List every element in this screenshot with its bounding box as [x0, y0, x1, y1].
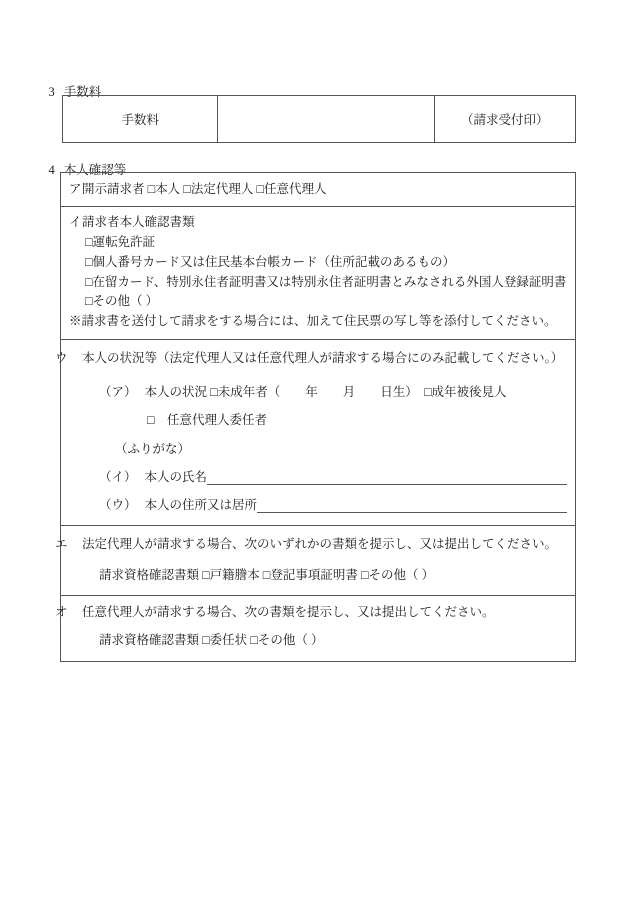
row-e-heading-line — [55, 532, 567, 556]
row-u-option-delegate[interactable]: □ 任意代理人委任者 — [147, 413, 268, 428]
identity-row-e — [55, 526, 575, 596]
row-u-name-input[interactable] — [207, 469, 567, 485]
row-i-note: ※請求書を送付して請求をする場合には、加えて住民票の写し等を添付してください。 — [69, 314, 557, 328]
row-u-spacer-5 — [69, 487, 567, 495]
identity-row-i — [61, 207, 575, 340]
row-i-heading: 請求者本人確認書類 — [82, 215, 195, 230]
row-a-marker: ア — [69, 182, 82, 196]
row-i-option-license[interactable]: □運転免許証 — [85, 235, 156, 249]
row-o-marker: オ — [55, 605, 68, 619]
row-u-spacer-3 — [69, 431, 567, 439]
row-o-spacer — [69, 622, 567, 630]
row-i-option-other[interactable]: □その他（ ） — [85, 294, 159, 309]
identity-row-u — [55, 340, 575, 527]
row-u-address-input[interactable] — [257, 497, 567, 513]
identity-row-a — [61, 173, 575, 207]
fee-table-label-cell: 手数料 — [63, 96, 218, 142]
fee-table-stamp-cell: （請求受付印） — [461, 113, 549, 127]
row-u-spacer-1 — [69, 370, 567, 382]
row-u-name-field-row — [69, 467, 567, 487]
section-number: 3 — [48, 85, 55, 99]
row-u-sub-a-marker: （ア） — [99, 385, 137, 400]
row-u-sub-u-label: 本人の住所又は居所 — [144, 498, 258, 513]
section-title: 本人確認等 — [63, 163, 127, 177]
row-e-spacer — [69, 557, 567, 565]
fee-table-amount-cell[interactable] — [218, 96, 434, 142]
row-e-docs-line[interactable]: 請求資格確認書類 □戸籍謄本 □登記事項証明書 □その他（ ） — [99, 567, 435, 582]
row-e-heading: 法定代理人が請求する場合、次のいずれかの書類を提示し、又は提出してください。 — [82, 537, 558, 552]
row-u-address-field-row — [69, 495, 567, 515]
row-o-docs-line[interactable]: 請求資格確認書類 □委任状 □その他（ ） — [99, 633, 324, 648]
identity-row-o — [55, 596, 575, 662]
section-title: 手数料 — [63, 85, 102, 99]
identity-verification-table — [55, 172, 576, 662]
row-o-heading-line — [55, 602, 567, 622]
row-o-heading: 任意代理人が請求する場合、次の書類を提示し、又は提出してください。 — [82, 605, 495, 619]
row-i-heading-line — [69, 213, 567, 233]
row-a-text[interactable]: 開示請求者 □本人 □法定代理人 □任意代理人 — [82, 182, 327, 196]
row-u-heading-line — [55, 346, 567, 370]
row-i-option-residence-card[interactable]: □在留カード、特別永住者証明書又は特別永住者証明書とみなされる外国人登録証明書 — [85, 274, 567, 289]
row-u-sub-a-line — [69, 382, 567, 402]
section-number: 4 — [48, 163, 55, 177]
row-e-marker: エ — [55, 537, 68, 552]
row-i-marker: イ — [69, 215, 82, 230]
row-u-sub-i-marker: （イ） — [99, 469, 137, 484]
row-u-heading: 本人の状況等（法定代理人又は任意代理人が請求する場合にのみ記載してください。） — [82, 350, 564, 365]
row-u-sub-a-text[interactable]: 本人の状況 □未成年者（ 年 月 日生） □成年被後見人 — [144, 385, 507, 400]
row-i-option-mynumber-card[interactable]: □個人番号カード又は住民基本台帳カード（住所記載のあるもの） — [85, 254, 456, 269]
row-u-sub-i-label: 本人の氏名 — [144, 469, 208, 484]
row-u-marker: ウ — [55, 350, 68, 365]
fee-table — [62, 95, 576, 143]
row-u-sub-u-marker: （ウ） — [99, 498, 137, 513]
row-u-spacer-2 — [69, 402, 567, 410]
row-u-spacer-4 — [69, 459, 567, 467]
row-a-line — [69, 179, 567, 199]
row-u-furigana-label: （ふりがな） — [115, 441, 191, 456]
